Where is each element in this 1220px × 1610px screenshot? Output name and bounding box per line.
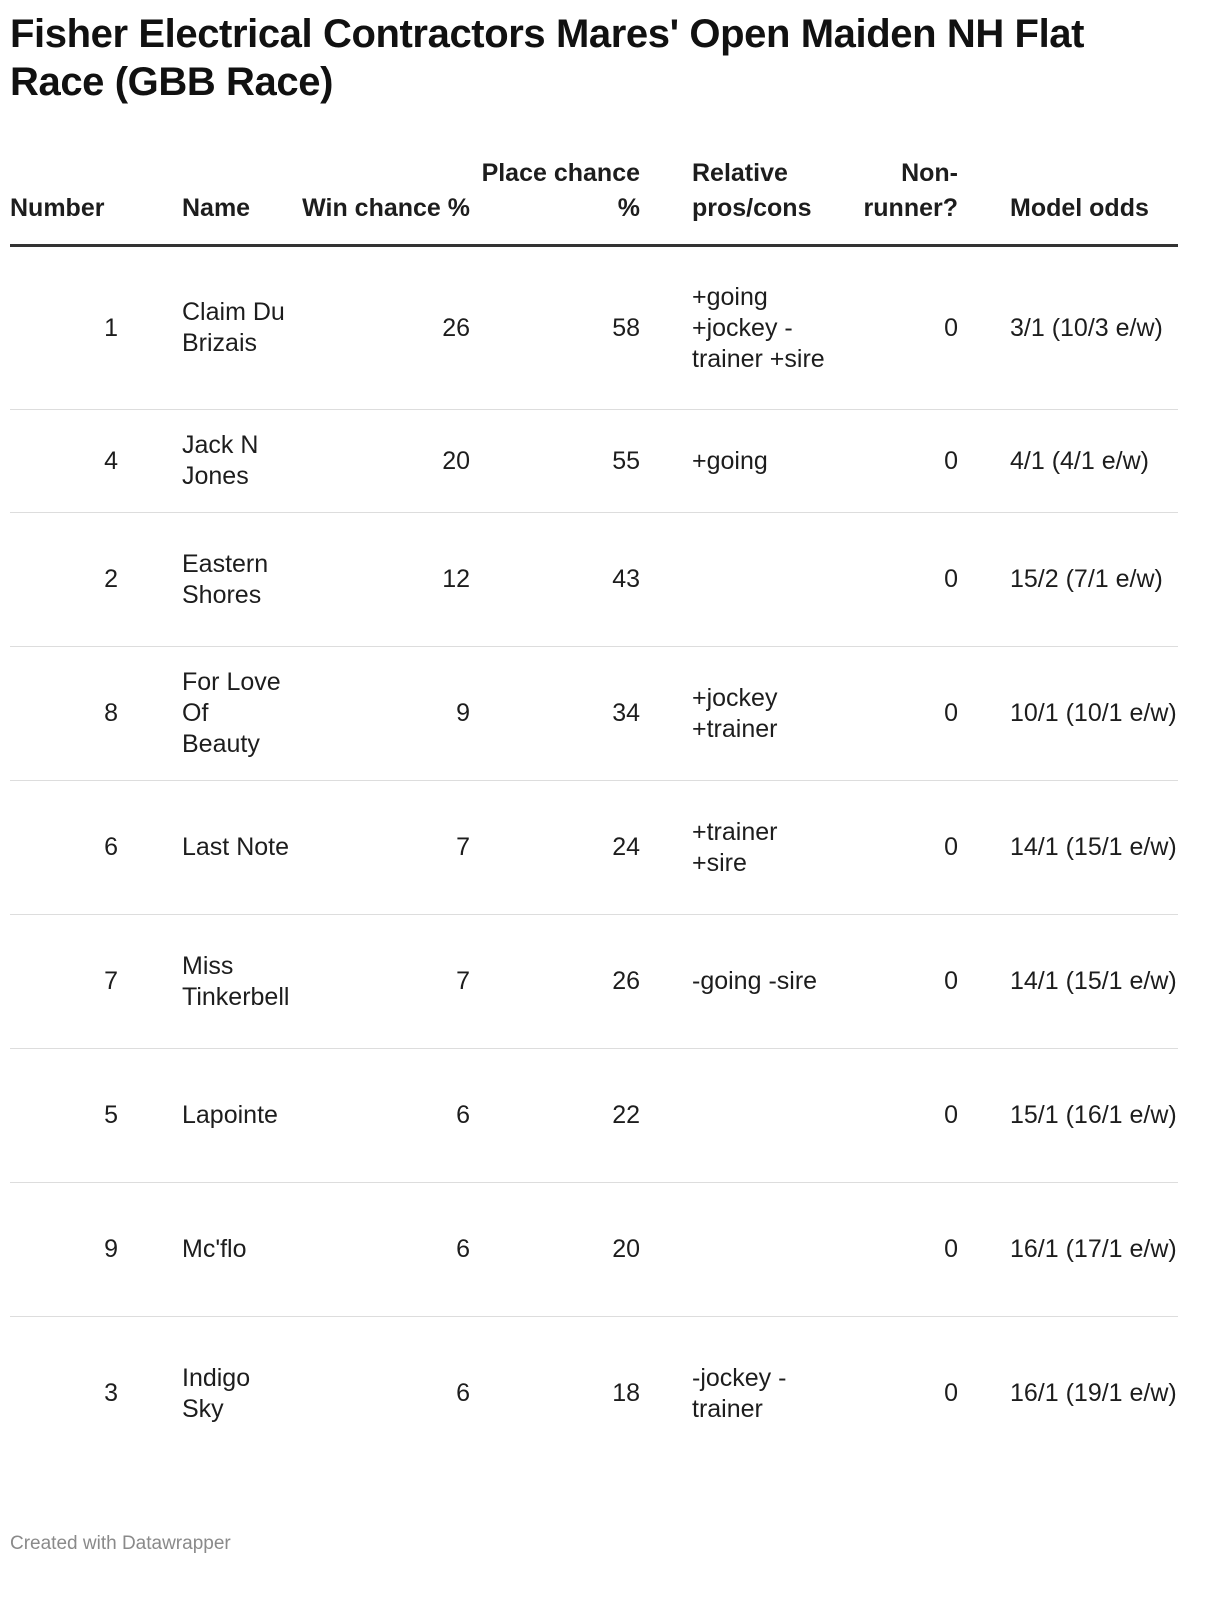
header-win-chance[interactable]: Win chance % — [300, 156, 470, 246]
table-row — [10, 1317, 1178, 1471]
chart-container — [10, 10, 1178, 1471]
cell-model-odds: 3/1 (10/3 e/w) — [958, 246, 1178, 410]
cell-name: Lapointe — [130, 1049, 300, 1183]
cell-win-chance: 26 — [300, 246, 470, 410]
cell-win-chance: 12 — [300, 513, 470, 647]
cell-place-chance: 58 — [470, 246, 640, 410]
cell-pros-cons — [640, 1183, 830, 1317]
header-place-chance[interactable]: Place chance % — [470, 156, 640, 246]
cell-win-chance: 7 — [300, 915, 470, 1049]
cell-non-runner: 0 — [830, 647, 958, 781]
cell-pros-cons — [640, 1049, 830, 1183]
cell-model-odds: 15/2 (7/1 e/w) — [958, 513, 1178, 647]
cell-non-runner: 0 — [830, 410, 958, 513]
cell-non-runner: 0 — [830, 915, 958, 1049]
cell-pros-cons: +going — [640, 410, 830, 513]
cell-non-runner: 0 — [830, 1049, 958, 1183]
cell-number: 9 — [10, 1183, 130, 1317]
cell-non-runner: 0 — [944, 1379, 958, 1408]
cell-place-chance: 24 — [470, 781, 640, 915]
table-body — [10, 246, 1178, 1471]
cell-name: Indigo Sky — [182, 1363, 251, 1423]
header-number[interactable]: Number — [10, 156, 130, 246]
cell-win-chance: 6 — [300, 1049, 470, 1183]
cell-name: Eastern Shores — [130, 513, 300, 647]
cell-non-runner: 0 — [830, 513, 958, 647]
cell-model-odds: 14/1 (15/1 e/w) — [958, 915, 1178, 1049]
cell-non-runner: 0 — [830, 1183, 958, 1317]
cell-non-runner: 0 — [830, 781, 958, 915]
cell-number: 1 — [10, 246, 130, 410]
race-table — [10, 156, 1178, 1471]
table-header-row — [10, 156, 1178, 246]
cell-name: Last Note — [130, 781, 300, 915]
cell-win-chance: 6 — [456, 1379, 470, 1408]
cell-non-runner: 0 — [830, 246, 958, 410]
header-name[interactable]: Name — [130, 156, 300, 246]
cell-number: 5 — [10, 1049, 130, 1183]
table-row — [10, 1183, 1178, 1317]
cell-win-chance: 6 — [300, 1183, 470, 1317]
cell-win-chance: 20 — [300, 410, 470, 513]
table-row — [10, 1049, 1178, 1183]
table-row — [10, 647, 1178, 781]
cell-place-chance: 43 — [470, 513, 640, 647]
cell-name: Miss Tinkerbell — [130, 915, 300, 1049]
cell-model-odds: 15/1 (16/1 e/w) — [958, 1049, 1178, 1183]
cell-pros-cons — [640, 513, 830, 647]
header-non-runner[interactable]: Non-runner? — [830, 156, 958, 246]
cell-place-chance: 18 — [612, 1379, 640, 1408]
cell-name: Claim Du Brizais — [130, 246, 300, 410]
cell-pros-cons: +trainer +sire — [640, 781, 830, 915]
header-model-odds[interactable]: Model odds — [958, 156, 1178, 246]
cell-number: 8 — [10, 647, 130, 781]
cell-number: 7 — [10, 915, 130, 1049]
cell-number: 3 — [104, 1379, 118, 1408]
cell-pros-cons: +going +jockey -trainer +sire — [640, 246, 830, 410]
cell-model-odds: 14/1 (15/1 e/w) — [958, 781, 1178, 915]
cell-number: 4 — [10, 410, 130, 513]
cell-model-odds: 10/1 (10/1 e/w) — [958, 647, 1178, 781]
table-row — [10, 915, 1178, 1049]
cell-model-odds: 16/1 (17/1 e/w) — [958, 1183, 1178, 1317]
cell-place-chance: 20 — [470, 1183, 640, 1317]
chart-title: Fisher Electrical Contractors Mares' Open Maiden NH Flat Race (GBB Race) — [10, 12, 1085, 104]
cell-pros-cons: -jockey -trainer — [692, 1363, 787, 1423]
cell-number: 6 — [10, 781, 130, 915]
header-pros-cons[interactable]: Relative pros/cons — [640, 156, 830, 246]
cell-win-chance: 7 — [300, 781, 470, 915]
cell-name: Mc'flo — [130, 1183, 300, 1317]
table-row — [10, 410, 1178, 513]
table-row — [10, 781, 1178, 915]
footer-credit: Created with Datawrapper — [10, 1533, 231, 1554]
cell-pros-cons: -going -sire — [640, 915, 830, 1049]
table-row — [10, 513, 1178, 647]
cell-pros-cons: +jockey +trainer — [640, 647, 830, 781]
cell-place-chance: 34 — [470, 647, 640, 781]
cell-model-odds: 16/1 (19/1 e/w) — [1010, 1379, 1177, 1408]
cell-name: For Love Of Beauty — [130, 647, 300, 781]
cell-place-chance: 55 — [470, 410, 640, 513]
cell-place-chance: 26 — [470, 915, 640, 1049]
cell-number: 2 — [10, 513, 130, 647]
cell-place-chance: 22 — [470, 1049, 640, 1183]
cell-model-odds: 4/1 (4/1 e/w) — [958, 410, 1178, 513]
table-row — [10, 246, 1178, 410]
cell-win-chance: 9 — [300, 647, 470, 781]
cell-name: Jack N Jones — [130, 410, 300, 513]
